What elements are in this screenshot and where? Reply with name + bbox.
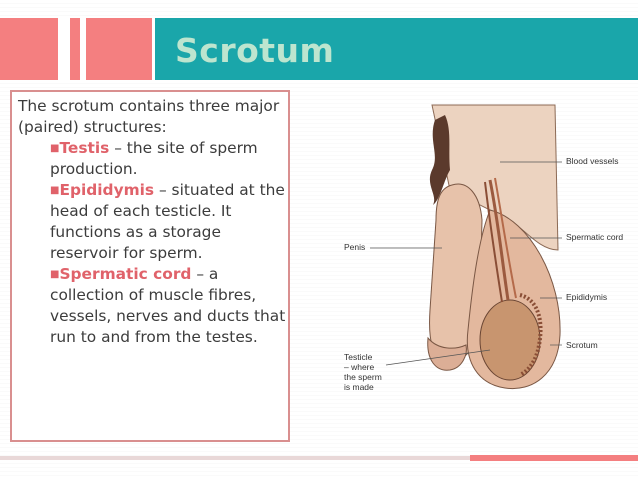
list-item [50, 264, 294, 348]
anatomy-diagram [340, 100, 630, 420]
anatomy-illustration [340, 100, 630, 420]
intro-text: The scrotum contains three major (paired) structures: [18, 97, 280, 136]
header-accent-block [70, 18, 80, 80]
bullet-square-icon: ■ [50, 185, 60, 196]
label-penis: Penis [344, 242, 366, 252]
label-testicle-line: Testicle [344, 352, 373, 362]
label-blood-vessels: Blood vessels [566, 156, 619, 166]
header-gap [152, 18, 155, 80]
label-epididymis: Epididymis [566, 292, 608, 302]
label-spermatic-cord: Spermatic cord [566, 232, 624, 242]
footer-accent [470, 455, 638, 461]
content-text [14, 96, 294, 348]
label-testicle [344, 352, 382, 392]
list-item [50, 138, 294, 180]
term-testis: Testis [59, 139, 110, 157]
term-spermatic-cord: Spermatic cord [59, 265, 192, 283]
label-testicle-line: – where [344, 362, 375, 372]
label-testicle-line: the sperm [344, 372, 382, 382]
bullet-square-icon: ■ [50, 269, 60, 280]
term-epididymis: Epididymis [59, 181, 155, 199]
label-scrotum: Scrotum [566, 340, 598, 350]
description-testis: – the site of sperm production. [50, 139, 258, 178]
description-spermatic-cord: – a collection of muscle fibres, vessels, nerves and ducts that run to and from the testes. [50, 265, 286, 346]
header-accent-block [86, 18, 152, 80]
bullet-square-icon: ■ [50, 143, 60, 154]
slide-title: Scrotum [175, 31, 335, 70]
description-epididymis: – situated at the head of each testicle. It functions as a storage reservoir for sperm. [50, 181, 285, 262]
label-testicle-line: is made [344, 382, 374, 392]
structure-list [14, 138, 294, 348]
header-accent-block [0, 18, 58, 80]
list-item [50, 180, 294, 264]
header-gap [58, 18, 70, 80]
